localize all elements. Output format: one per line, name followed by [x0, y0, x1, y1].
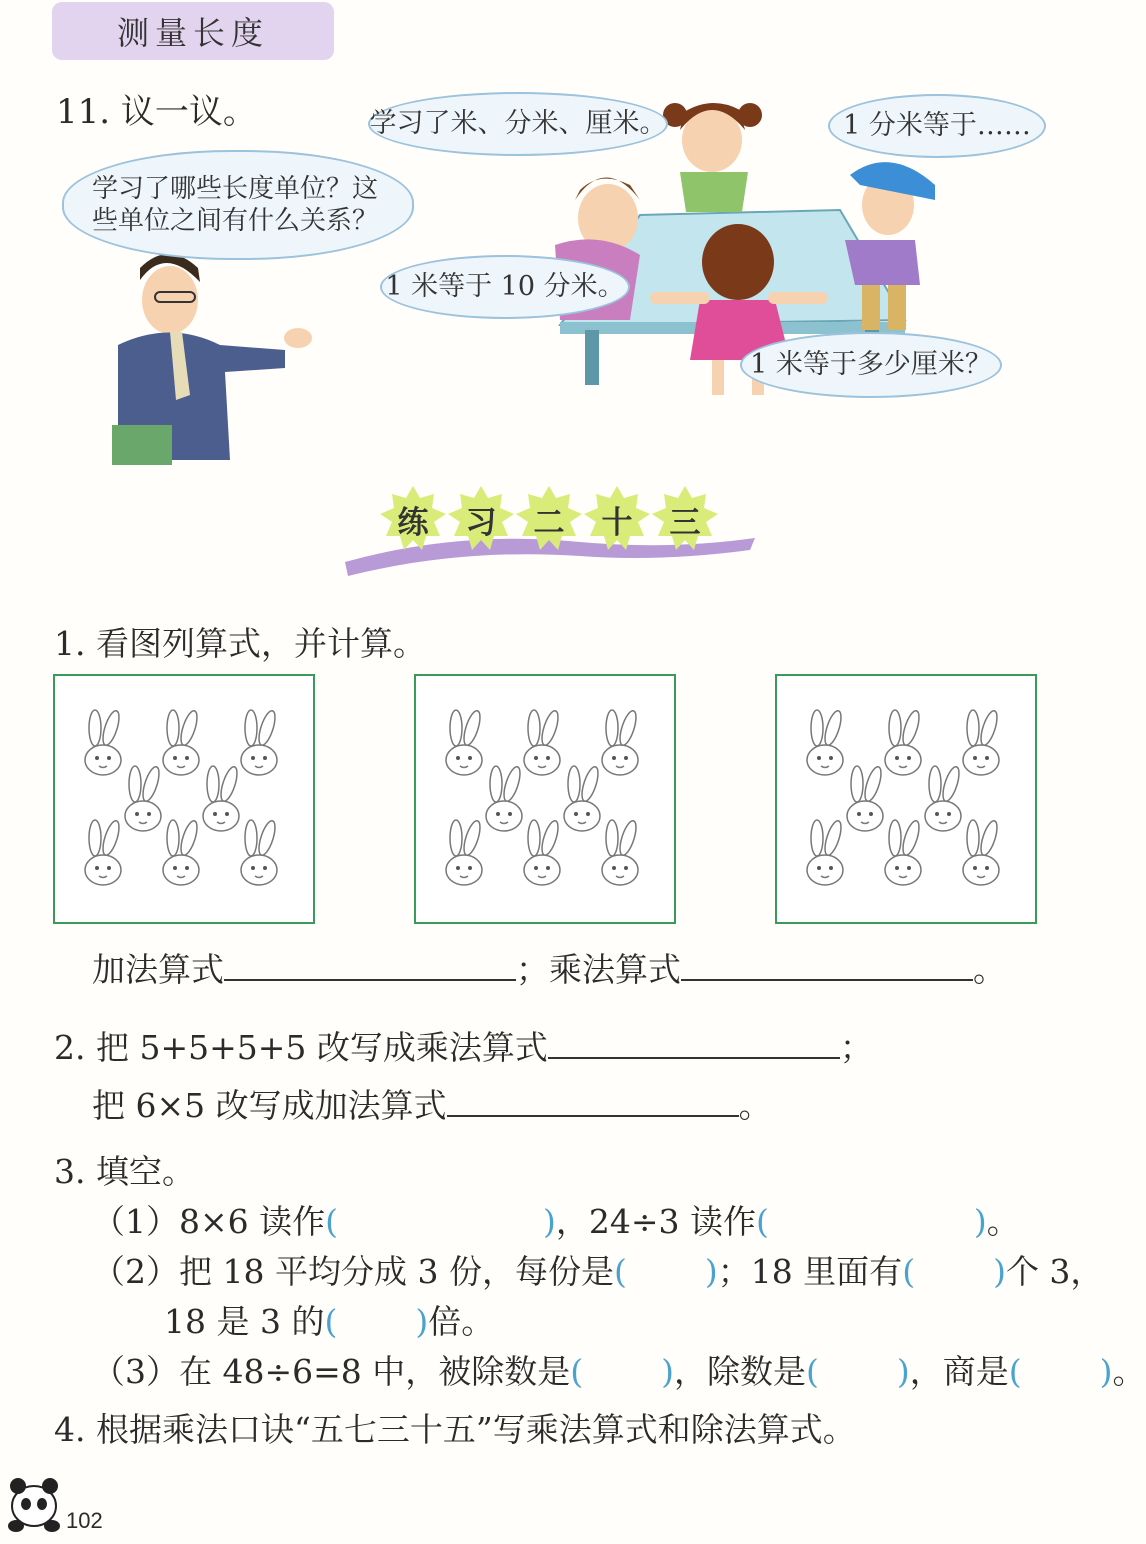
girl-front-speech-bubble: 1 米等于多少厘米？ [740, 332, 1002, 398]
q2-addition-blank[interactable] [447, 1087, 739, 1117]
question-3-part-2-cont: 18 是 3 的( )倍。 [164, 1302, 495, 1341]
rabbit-icon [233, 818, 281, 892]
question-2-line-1: 2. 把 5+5+5+5 改写成乘法算式 ； [54, 1028, 873, 1067]
rabbit-picture-box [775, 674, 1037, 924]
question-11-title: 11. 议一议。 [56, 92, 257, 132]
teacher-speech-bubble: 学习了哪些长度单位？这些单位之间有什么关系？ [62, 150, 414, 260]
girl-top-speech-bubble: 学习了米、分米、厘米。 [368, 92, 668, 156]
question-1-text: 1. 看图列算式，并计算。 [54, 624, 426, 663]
rabbit-icon [955, 818, 1003, 892]
addition-label: 加法算式 [92, 950, 224, 989]
rabbit-icon [877, 818, 925, 892]
rabbit-picture-box [414, 674, 676, 924]
multiplication-answer-blank[interactable] [681, 951, 973, 981]
exercise-title-char: 二 [520, 490, 578, 548]
rabbit-icon [155, 818, 203, 892]
multiplication-label: ；乘法算式 [516, 950, 681, 989]
question-3-title: 3. 填空。 [54, 1152, 195, 1191]
exercise-title-char: 十 [588, 490, 646, 548]
question-3-part-3: （3）在 48÷6=8 中，被除数是( )，除数是( )，商是( )。 [92, 1352, 1146, 1391]
exercise-title-char: 三 [656, 490, 714, 548]
question-2-line-2: 把 6×5 改写成加法算式 。 [92, 1086, 772, 1125]
boy-left-speech-bubble: 1 米等于 10 分米。 [380, 255, 630, 319]
exercise-title-char: 练 [384, 490, 442, 548]
section-header-tab: 测量长度 [52, 2, 334, 60]
rabbit-picture-box [53, 674, 315, 924]
q2-multiplication-blank[interactable] [548, 1029, 840, 1059]
boy-cap-speech-bubble: 1 分米等于…… [828, 94, 1046, 158]
rabbit-icon [594, 818, 642, 892]
question-4-text: 4. 根据乘法口诀“五七三十五”写乘法算式和除法算式。 [54, 1410, 856, 1449]
rabbit-icon [799, 818, 847, 892]
page-number: 102 [66, 1508, 103, 1533]
rabbit-icon [438, 818, 486, 892]
exercise-title-char: 习 [452, 490, 510, 548]
rabbit-icon [77, 818, 125, 892]
exercise-section-title [340, 480, 760, 590]
question-3-part-2: （2）把 18 平均分成 3 份，每份是( )；18 里面有( )个 3， [92, 1252, 1104, 1291]
question-3-part-1: （1）8×6 读作( )，24÷3 读作( )。 [92, 1202, 1020, 1241]
rabbit-icon [516, 818, 564, 892]
addition-answer-blank[interactable] [224, 951, 516, 981]
question-1-answer-line: 加法算式 ；乘法算式 。 [92, 950, 1006, 989]
panda-icon [4, 1470, 64, 1534]
